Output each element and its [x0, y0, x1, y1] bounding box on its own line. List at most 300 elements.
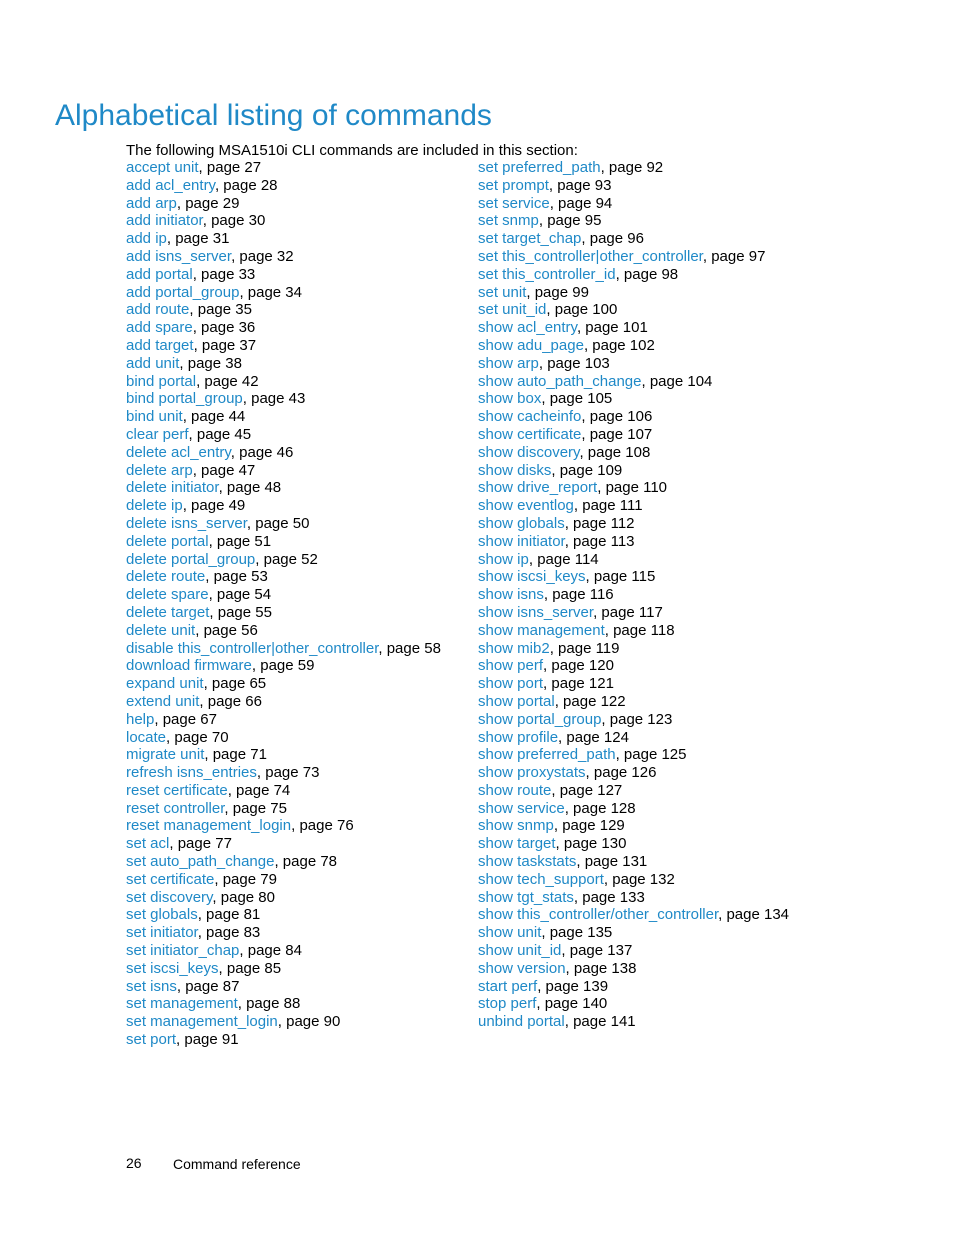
- page-reference: , page 101: [576, 319, 648, 337]
- command-link[interactable]: expand unit: [126, 675, 204, 693]
- command-entry: [478, 568, 898, 586]
- page-reference: , page 133: [573, 888, 645, 906]
- page-reference: , page 135: [541, 924, 613, 942]
- page-reference: , page 127: [551, 781, 623, 799]
- command-link[interactable]: add arp: [126, 194, 177, 212]
- command-entry: [126, 515, 471, 533]
- command-link[interactable]: unbind portal: [478, 1013, 565, 1031]
- page-reference: , page 81: [197, 906, 261, 924]
- page-reference: , page 138: [565, 959, 637, 977]
- command-link[interactable]: set management: [126, 995, 238, 1013]
- command-entry: [478, 889, 898, 907]
- page-reference: , page 32: [231, 247, 294, 265]
- command-entry: [478, 817, 898, 835]
- page-reference: , page 42: [196, 372, 259, 390]
- command-link[interactable]: reset certificate: [126, 781, 228, 799]
- command-link[interactable]: set iscsi_keys: [126, 959, 219, 977]
- command-entry: [126, 906, 471, 924]
- page-reference: , page 90: [277, 1013, 341, 1031]
- command-link[interactable]: show box: [478, 390, 542, 408]
- command-link[interactable]: add unit: [126, 354, 180, 372]
- page-reference: , page 87: [176, 977, 240, 995]
- page-reference: , page 102: [583, 336, 655, 354]
- command-entry: [478, 800, 898, 818]
- page-reference: , page 30: [202, 212, 266, 230]
- page-reference: , page 49: [182, 497, 246, 515]
- command-entry: [478, 444, 898, 462]
- page-reference: , page 54: [208, 586, 272, 604]
- command-entry: [126, 497, 471, 515]
- command-entry: [478, 284, 898, 302]
- command-link[interactable]: delete route: [126, 568, 206, 586]
- command-link[interactable]: set auto_path_change: [126, 853, 275, 871]
- command-entry: [126, 230, 471, 248]
- command-entry: [478, 230, 898, 248]
- command-link[interactable]: show proxystats: [478, 764, 586, 782]
- command-entry: [478, 533, 898, 551]
- command-entry: [478, 515, 898, 533]
- page-reference: , page 109: [551, 461, 623, 479]
- command-link[interactable]: show isns: [478, 586, 544, 604]
- command-link[interactable]: set this_controller_id: [478, 265, 616, 283]
- command-link[interactable]: set prompt: [478, 176, 549, 194]
- page-reference: , page 140: [536, 995, 608, 1013]
- command-entry: [126, 960, 471, 978]
- command-link[interactable]: reset controller: [126, 799, 225, 817]
- command-entry: [478, 586, 898, 604]
- command-link[interactable]: delete ip: [126, 497, 183, 515]
- command-entry: [126, 657, 471, 675]
- page-reference: , page 38: [179, 354, 242, 372]
- command-entry: [126, 568, 471, 586]
- page-reference: , page 79: [214, 870, 277, 888]
- command-entry: [126, 319, 471, 337]
- page-reference: , page 70: [166, 728, 229, 746]
- command-entry: [478, 355, 898, 373]
- command-link[interactable]: show service: [478, 799, 565, 817]
- command-link[interactable]: show perf: [478, 657, 544, 675]
- command-entry: [126, 995, 471, 1013]
- command-entry: [126, 711, 471, 729]
- page-reference: , page 137: [561, 942, 633, 960]
- command-link[interactable]: show portal: [478, 692, 555, 710]
- command-entry: [126, 551, 471, 569]
- command-link[interactable]: show discovery: [478, 443, 580, 461]
- page-reference: , page 27: [198, 159, 262, 176]
- command-entry: [478, 212, 898, 230]
- page-reference: , page 94: [549, 194, 613, 212]
- command-link[interactable]: set service: [478, 194, 550, 212]
- command-link[interactable]: bind portal_group: [126, 390, 243, 408]
- command-link[interactable]: download firmware: [126, 657, 252, 675]
- page-reference: , page 44: [182, 408, 246, 426]
- page-reference: , page 122: [554, 692, 626, 710]
- command-link[interactable]: show unit: [478, 924, 542, 942]
- command-entry: [126, 693, 471, 711]
- page-reference: , page 129: [553, 817, 625, 835]
- command-entry: [126, 622, 471, 640]
- page-reference: , page 77: [169, 835, 232, 853]
- command-entry: [126, 978, 471, 996]
- command-link[interactable]: show mib2: [478, 639, 550, 657]
- page-reference: , page 75: [224, 799, 287, 817]
- command-link[interactable]: show cacheinfo: [478, 408, 582, 426]
- command-link[interactable]: delete initiator: [126, 479, 219, 497]
- command-entry: [478, 995, 898, 1013]
- command-entry: [126, 675, 471, 693]
- page-reference: , page 120: [543, 657, 614, 675]
- page-reference: , page 114: [528, 550, 599, 568]
- command-link[interactable]: delete acl_entry: [126, 443, 231, 461]
- command-link[interactable]: set preferred_path: [478, 159, 601, 176]
- command-link[interactable]: show management: [478, 621, 605, 639]
- page-reference: , page 47: [192, 461, 256, 479]
- command-link[interactable]: show arp: [478, 354, 539, 372]
- page-reference: , page 98: [615, 265, 679, 283]
- command-entry: [126, 746, 471, 764]
- command-link[interactable]: show globals: [478, 514, 565, 532]
- page-reference: , page 128: [564, 799, 636, 817]
- command-list-right: [478, 159, 898, 1031]
- command-entry: [126, 248, 471, 266]
- command-link[interactable]: delete isns_server: [126, 514, 247, 532]
- command-link[interactable]: add route: [126, 301, 190, 319]
- command-link[interactable]: show tgt_stats: [478, 888, 574, 906]
- command-list-left: [126, 159, 471, 1049]
- command-entry: [478, 622, 898, 640]
- page-reference: , page 93: [548, 176, 612, 194]
- command-link[interactable]: extend unit: [126, 692, 200, 710]
- command-entry: [126, 533, 471, 551]
- command-entry: [126, 1031, 471, 1049]
- command-link[interactable]: add spare: [126, 319, 193, 337]
- page-reference: , page 80: [212, 888, 275, 906]
- command-link[interactable]: set globals: [126, 906, 198, 924]
- command-link[interactable]: help: [126, 710, 155, 728]
- command-entry: [126, 373, 471, 391]
- page-reference: , page 121: [543, 675, 614, 693]
- command-link[interactable]: show target: [478, 835, 556, 853]
- command-entry: [478, 497, 898, 515]
- page-reference: , page 126: [585, 764, 657, 782]
- page-reference: , page 117: [593, 603, 663, 621]
- command-entry: [478, 551, 898, 569]
- page-reference: , page 124: [558, 728, 629, 746]
- page-reference: , page 110: [597, 479, 668, 497]
- page-reference: , page 36: [192, 319, 256, 337]
- page-reference: , page 96: [581, 230, 644, 248]
- page-reference: , page 139: [537, 977, 609, 995]
- command-link[interactable]: show preferred_path: [478, 746, 616, 764]
- command-link[interactable]: add acl_entry: [126, 176, 215, 194]
- command-entry: [126, 479, 471, 497]
- command-link[interactable]: migrate unit: [126, 746, 205, 764]
- command-link[interactable]: delete portal_group: [126, 550, 256, 568]
- page-reference: , page 99: [526, 283, 589, 301]
- page-reference: , page 88: [237, 995, 301, 1013]
- command-link[interactable]: show port: [478, 675, 544, 693]
- page-reference: , page 119: [549, 639, 620, 657]
- command-entry: [126, 604, 471, 622]
- command-entry: [478, 462, 898, 480]
- command-link[interactable]: show iscsi_keys: [478, 568, 586, 586]
- command-entry: [478, 248, 898, 266]
- command-entry: [478, 764, 898, 782]
- command-link[interactable]: show disks: [478, 461, 552, 479]
- command-link[interactable]: bind unit: [126, 408, 183, 426]
- command-link[interactable]: show portal_group: [478, 710, 602, 728]
- footer-section-title: Command reference: [173, 1156, 301, 1172]
- page-reference: , page 76: [291, 817, 354, 835]
- command-link[interactable]: set unit_id: [478, 301, 547, 319]
- command-entry: [478, 266, 898, 284]
- page-reference: , page 28: [214, 176, 278, 194]
- command-entry: [478, 782, 898, 800]
- command-entry: [126, 177, 471, 195]
- command-entry: [478, 853, 898, 871]
- command-entry: [126, 586, 471, 604]
- page-reference: , page 50: [246, 514, 310, 532]
- page-reference: , page 33: [192, 265, 256, 283]
- command-entry: [478, 729, 898, 747]
- page-reference: , page 118: [604, 621, 675, 639]
- page-reference: , page 100: [546, 301, 618, 319]
- command-entry: [126, 800, 471, 818]
- command-entry: [126, 355, 471, 373]
- page-reference: , page 66: [199, 692, 262, 710]
- command-link[interactable]: stop perf: [478, 995, 537, 1013]
- command-entry: [126, 337, 471, 355]
- command-link[interactable]: show profile: [478, 728, 559, 746]
- command-link[interactable]: add ip: [126, 230, 167, 248]
- command-link[interactable]: show taskstats: [478, 853, 577, 871]
- command-link[interactable]: delete spare: [126, 586, 209, 604]
- command-link[interactable]: delete target: [126, 603, 210, 621]
- page-reference: , page 48: [218, 479, 282, 497]
- command-link[interactable]: set this_controller|other_controller: [478, 247, 703, 265]
- command-link[interactable]: set discovery: [126, 888, 213, 906]
- command-link[interactable]: show isns_server: [478, 603, 594, 621]
- command-entry: [478, 960, 898, 978]
- page-reference: , page 46: [230, 443, 294, 461]
- command-entry: [126, 817, 471, 835]
- command-link[interactable]: add isns_server: [126, 247, 232, 265]
- command-entry: [478, 195, 898, 213]
- page-reference: , page 56: [195, 621, 258, 639]
- command-link[interactable]: set isns: [126, 977, 177, 995]
- command-link[interactable]: show route: [478, 781, 552, 799]
- page-reference: , page 130: [555, 835, 627, 853]
- page-reference: , page 84: [239, 942, 302, 960]
- command-entry: [126, 835, 471, 853]
- page-reference: , page 111: [573, 497, 643, 515]
- command-link[interactable]: show ip: [478, 550, 529, 568]
- page-reference: , page 134: [718, 906, 790, 924]
- command-entry: [126, 782, 471, 800]
- page-reference: , page 113: [564, 532, 635, 550]
- page-reference: , page 71: [204, 746, 267, 764]
- page-reference: , page 116: [543, 586, 614, 604]
- command-entry: [126, 444, 471, 462]
- command-entry: [126, 1013, 471, 1031]
- command-link[interactable]: add portal_group: [126, 283, 240, 301]
- command-entry: [478, 871, 898, 889]
- page-reference: , page 45: [188, 425, 252, 443]
- command-link[interactable]: delete arp: [126, 461, 193, 479]
- command-entry: [478, 657, 898, 675]
- intro-text: The following MSA1510i CLI commands are included in this section:: [126, 142, 578, 159]
- command-link[interactable]: add portal: [126, 265, 193, 283]
- page-reference: , page 141: [564, 1013, 636, 1031]
- page-reference: , page 59: [251, 657, 315, 675]
- command-entry: [478, 319, 898, 337]
- page-reference: , page 131: [576, 853, 648, 871]
- page-reference: , page 132: [603, 870, 675, 888]
- command-entry: [478, 301, 898, 319]
- command-entry: [478, 693, 898, 711]
- command-entry: [126, 426, 471, 444]
- command-link[interactable]: set port: [126, 1031, 177, 1049]
- page-reference: , page 97: [702, 247, 766, 265]
- page-title: Alphabetical listing of commands: [55, 99, 492, 132]
- page-reference: , page 43: [242, 390, 306, 408]
- footer-page-number: 26: [126, 1155, 142, 1171]
- command-entry: [478, 835, 898, 853]
- command-entry: [126, 301, 471, 319]
- command-link[interactable]: delete portal: [126, 532, 209, 550]
- command-entry: [126, 462, 471, 480]
- command-entry: [478, 1013, 898, 1031]
- command-link[interactable]: show adu_page: [478, 336, 584, 354]
- command-entry: [478, 408, 898, 426]
- command-link[interactable]: add target: [126, 336, 194, 354]
- page-reference: , page 29: [176, 194, 240, 212]
- command-link[interactable]: accept unit: [126, 159, 199, 176]
- page-reference: , page 73: [256, 764, 320, 782]
- command-entry: [126, 212, 471, 230]
- command-link[interactable]: set certificate: [126, 870, 215, 888]
- command-link[interactable]: locate: [126, 728, 167, 746]
- command-link[interactable]: set initiator_chap: [126, 942, 240, 960]
- command-link[interactable]: set unit: [478, 283, 527, 301]
- command-entry: [478, 337, 898, 355]
- command-entry: [126, 159, 471, 177]
- page-reference: , page 112: [564, 514, 635, 532]
- page-reference: , page 78: [274, 853, 338, 871]
- command-entry: [126, 729, 471, 747]
- command-entry: [478, 906, 898, 924]
- command-link[interactable]: show eventlog: [478, 497, 574, 515]
- page-reference: , page 52: [255, 550, 318, 568]
- command-link[interactable]: show tech_support: [478, 870, 604, 888]
- command-entry: [126, 889, 471, 907]
- command-link[interactable]: show this_controller/other_controller: [478, 906, 719, 924]
- page-reference: , page 58: [378, 639, 441, 657]
- command-link[interactable]: show drive_report: [478, 479, 598, 497]
- command-link[interactable]: set target_chap: [478, 230, 582, 248]
- command-entry: [126, 390, 471, 408]
- page-reference: , page 91: [176, 1031, 239, 1049]
- command-entry: [478, 640, 898, 658]
- page-reference: , page 53: [205, 568, 268, 586]
- page-reference: , page 106: [581, 408, 653, 426]
- command-link[interactable]: refresh isns_entries: [126, 764, 257, 782]
- command-entry: [478, 746, 898, 764]
- page-reference: , page 125: [615, 746, 687, 764]
- page-reference: , page 55: [209, 603, 272, 621]
- command-entry: [126, 942, 471, 960]
- command-link[interactable]: disable this_controller|other_controller: [126, 639, 379, 657]
- command-link[interactable]: show initiator: [478, 532, 565, 550]
- command-link[interactable]: set acl: [126, 835, 170, 853]
- command-entry: [126, 408, 471, 426]
- page-reference: , page 65: [203, 675, 267, 693]
- page-reference: , page 105: [541, 390, 613, 408]
- command-entry: [478, 711, 898, 729]
- command-link[interactable]: bind portal: [126, 372, 197, 390]
- page-reference: , page 67: [154, 710, 217, 728]
- command-link[interactable]: set management_login: [126, 1013, 278, 1031]
- command-entry: [126, 195, 471, 213]
- command-link[interactable]: set initiator: [126, 924, 198, 942]
- page-reference: , page 51: [208, 532, 272, 550]
- page-reference: , page 92: [600, 159, 664, 176]
- command-link[interactable]: show snmp: [478, 817, 554, 835]
- command-entry: [478, 675, 898, 693]
- command-link[interactable]: show version: [478, 959, 566, 977]
- page-reference: , page 35: [189, 301, 252, 319]
- page-reference: , page 31: [166, 230, 230, 248]
- command-entry: [126, 266, 471, 284]
- command-entry: [478, 390, 898, 408]
- page-reference: , page 103: [538, 354, 610, 372]
- command-entry: [126, 871, 471, 889]
- command-entry: [478, 159, 898, 177]
- command-link[interactable]: show certificate: [478, 425, 582, 443]
- command-link[interactable]: show acl_entry: [478, 319, 577, 337]
- page-reference: , page 107: [581, 425, 653, 443]
- page-reference: , page 37: [193, 336, 257, 354]
- command-link[interactable]: reset management_login: [126, 817, 292, 835]
- command-entry: [478, 978, 898, 996]
- command-entry: [126, 924, 471, 942]
- page-reference: , page 74: [227, 781, 291, 799]
- command-link[interactable]: clear perf: [126, 425, 189, 443]
- command-link[interactable]: set snmp: [478, 212, 539, 230]
- command-entry: [478, 426, 898, 444]
- command-entry: [478, 604, 898, 622]
- page-reference: , page 104: [641, 372, 713, 390]
- command-entry: [126, 284, 471, 302]
- command-link[interactable]: delete unit: [126, 621, 196, 639]
- command-link[interactable]: show auto_path_change: [478, 372, 642, 390]
- command-entry: [478, 924, 898, 942]
- command-entry: [478, 373, 898, 391]
- page-reference: , page 83: [197, 924, 261, 942]
- command-entry: [126, 764, 471, 782]
- page-reference: , page 34: [239, 283, 302, 301]
- command-link[interactable]: show unit_id: [478, 942, 562, 960]
- command-link[interactable]: add initiator: [126, 212, 203, 230]
- page-reference: , page 115: [585, 568, 656, 586]
- command-entry: [478, 942, 898, 960]
- page-reference: , page 95: [538, 212, 602, 230]
- command-entry: [478, 479, 898, 497]
- page-reference: , page 108: [579, 443, 651, 461]
- page-reference: , page 85: [218, 959, 282, 977]
- command-entry: [478, 177, 898, 195]
- command-link[interactable]: start perf: [478, 977, 538, 995]
